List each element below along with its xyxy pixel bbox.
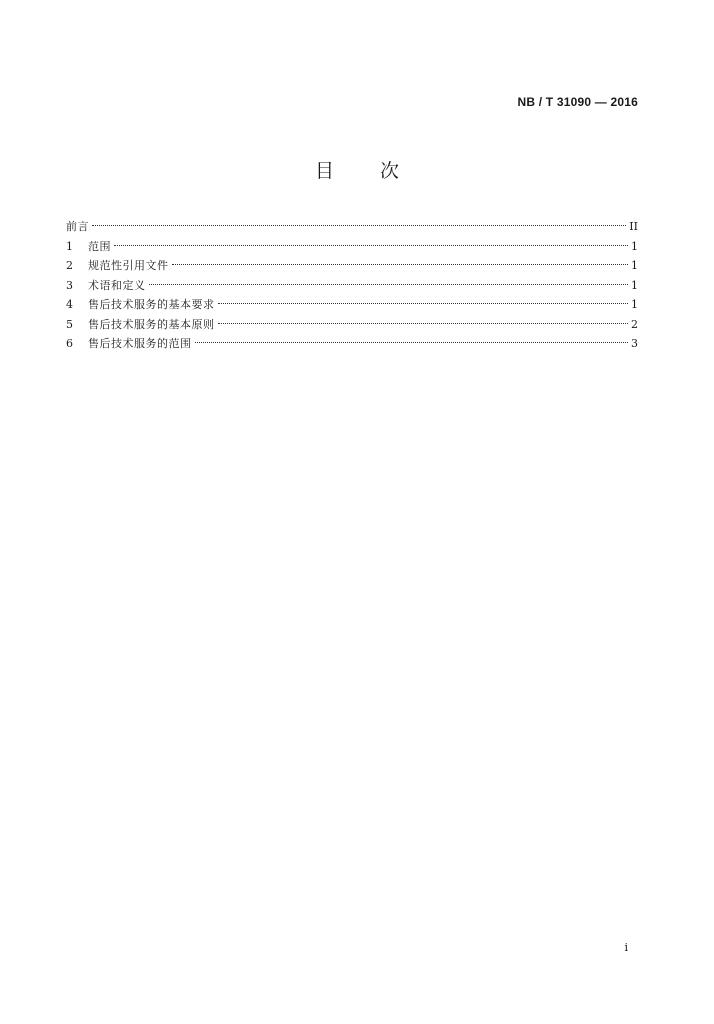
toc-entry-number: 5 xyxy=(66,317,73,331)
toc-entry-number: 6 xyxy=(66,337,73,350)
toc-leader-dots xyxy=(218,323,629,324)
toc-entry-6[interactable] xyxy=(66,334,638,354)
toc-entry-page: 1 xyxy=(631,278,638,292)
toc-entry-label: 规范性引用文件 xyxy=(88,259,169,272)
toc-entry-1[interactable] xyxy=(66,237,638,257)
toc-leader-dots xyxy=(218,303,629,304)
toc-entry-label: 术语和定义 xyxy=(88,278,146,292)
toc-entry-label: 前言 xyxy=(66,220,89,233)
toc-leader-dots xyxy=(114,245,628,246)
toc-title-char-1: 目 xyxy=(314,160,334,182)
toc-entry-3[interactable] xyxy=(66,276,638,296)
toc-entry-label: 范围 xyxy=(88,239,111,253)
toc-entry-page: 1 xyxy=(631,239,638,253)
toc-entry-5[interactable] xyxy=(66,315,638,335)
toc-entry-label: 售后技术服务的基本要求 xyxy=(88,298,215,311)
toc-entry-4[interactable] xyxy=(66,295,638,315)
toc-leader-dots xyxy=(195,342,629,343)
table-of-contents xyxy=(66,217,638,354)
standard-code: NB / T 31090 — 2016 xyxy=(517,95,638,109)
toc-entry-2[interactable] xyxy=(66,256,638,276)
toc-entry-label: 售后技术服务的基本原则 xyxy=(88,317,215,331)
toc-entry-page: 1 xyxy=(631,259,638,272)
toc-entry-page: 2 xyxy=(631,317,638,331)
toc-entry-page: 3 xyxy=(631,337,638,350)
toc-entry-foreword[interactable] xyxy=(66,217,638,237)
toc-entry-page: II xyxy=(629,220,638,233)
toc-title-char-2: 次 xyxy=(380,160,400,182)
toc-title xyxy=(0,156,714,183)
toc-entry-label: 售后技术服务的范围 xyxy=(88,337,192,350)
toc-leader-dots xyxy=(149,284,629,285)
toc-entry-number: 4 xyxy=(66,298,73,311)
toc-leader-dots xyxy=(172,264,629,265)
toc-leader-dots xyxy=(92,225,626,226)
page-number: i xyxy=(624,941,628,954)
toc-entry-number: 1 xyxy=(66,239,73,253)
toc-entry-number: 2 xyxy=(66,259,73,272)
toc-entry-number: 3 xyxy=(66,278,73,292)
toc-entry-page: 1 xyxy=(631,298,638,311)
